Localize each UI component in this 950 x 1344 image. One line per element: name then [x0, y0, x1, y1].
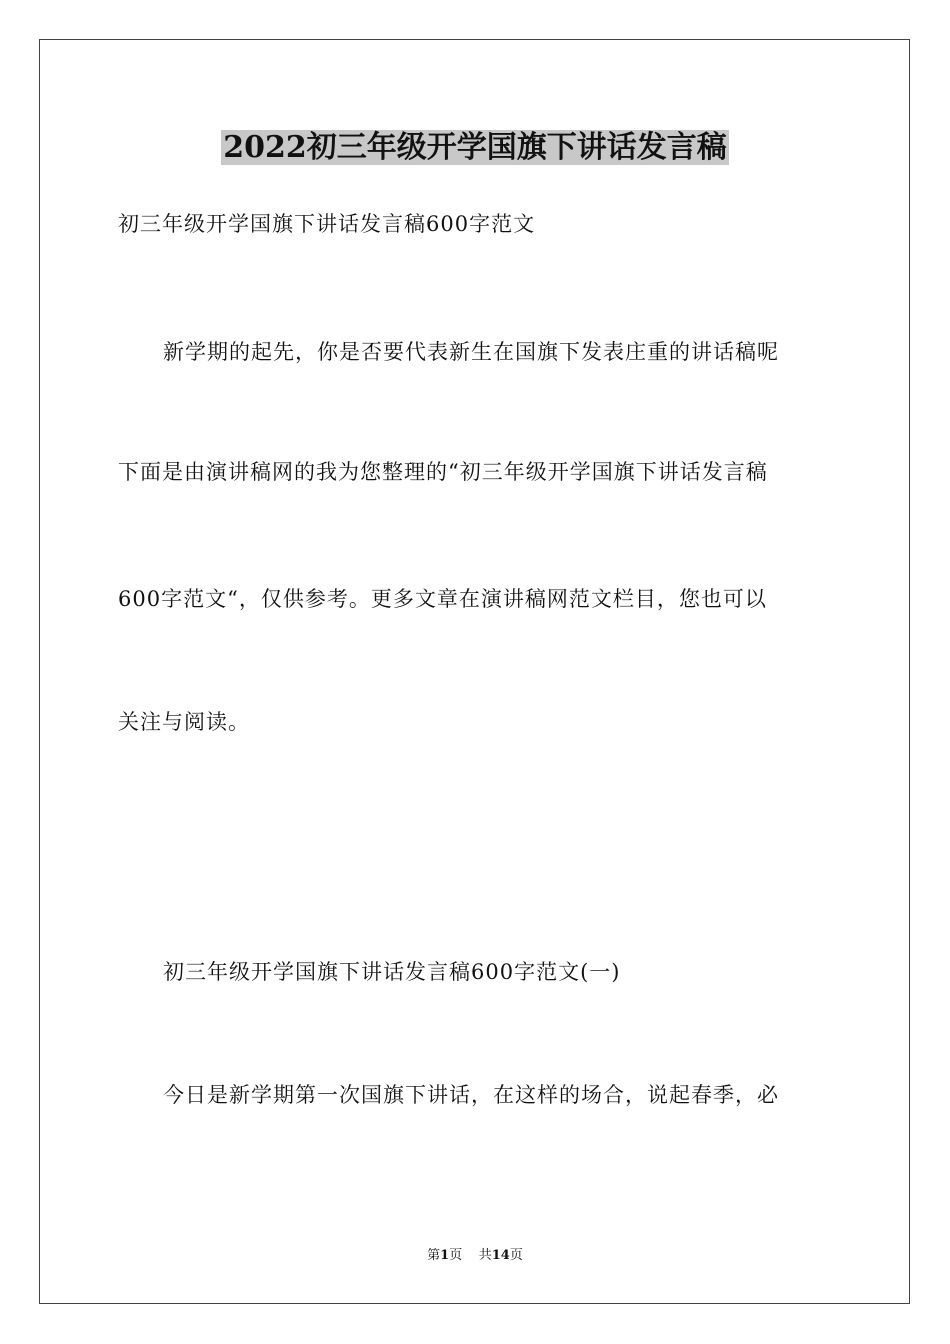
- paragraph-line-3: 600字范文“，仅供参考。更多文章在演讲稿网范文栏目，您也可以: [118, 587, 767, 611]
- footer-total-suffix: 页: [509, 1248, 523, 1263]
- paragraph-line-4: 关注与阅读。: [118, 710, 250, 734]
- footer-page-number: 1: [440, 1248, 450, 1263]
- document-title-text: 2022初三年级开学国旗下讲话发言稿: [223, 130, 727, 165]
- paragraph-line-5: 今日是新学期第一次国旗下讲话，在这样的场合，说起春季，必: [163, 1083, 779, 1107]
- paragraph-line-1: 新学期的起先，你是否要代表新生在国旗下发表庄重的讲话稿呢: [163, 340, 779, 364]
- footer-total-prefix: 共: [478, 1248, 492, 1263]
- footer-page-suffix: 页: [449, 1248, 463, 1263]
- subtitle-line: 初三年级开学国旗下讲话发言稿600字范文: [118, 212, 536, 236]
- section-heading: 初三年级开学国旗下讲话发言稿600字范文(一): [163, 960, 621, 984]
- footer-total-pages: 14: [491, 1248, 510, 1263]
- page-footer: [0, 1247, 950, 1265]
- document-title: [0, 128, 950, 168]
- paragraph-line-2: 下面是由演讲稿网的我为您整理的“初三年级开学国旗下讲话发言稿: [118, 460, 768, 484]
- footer-page-prefix: 第: [427, 1248, 441, 1263]
